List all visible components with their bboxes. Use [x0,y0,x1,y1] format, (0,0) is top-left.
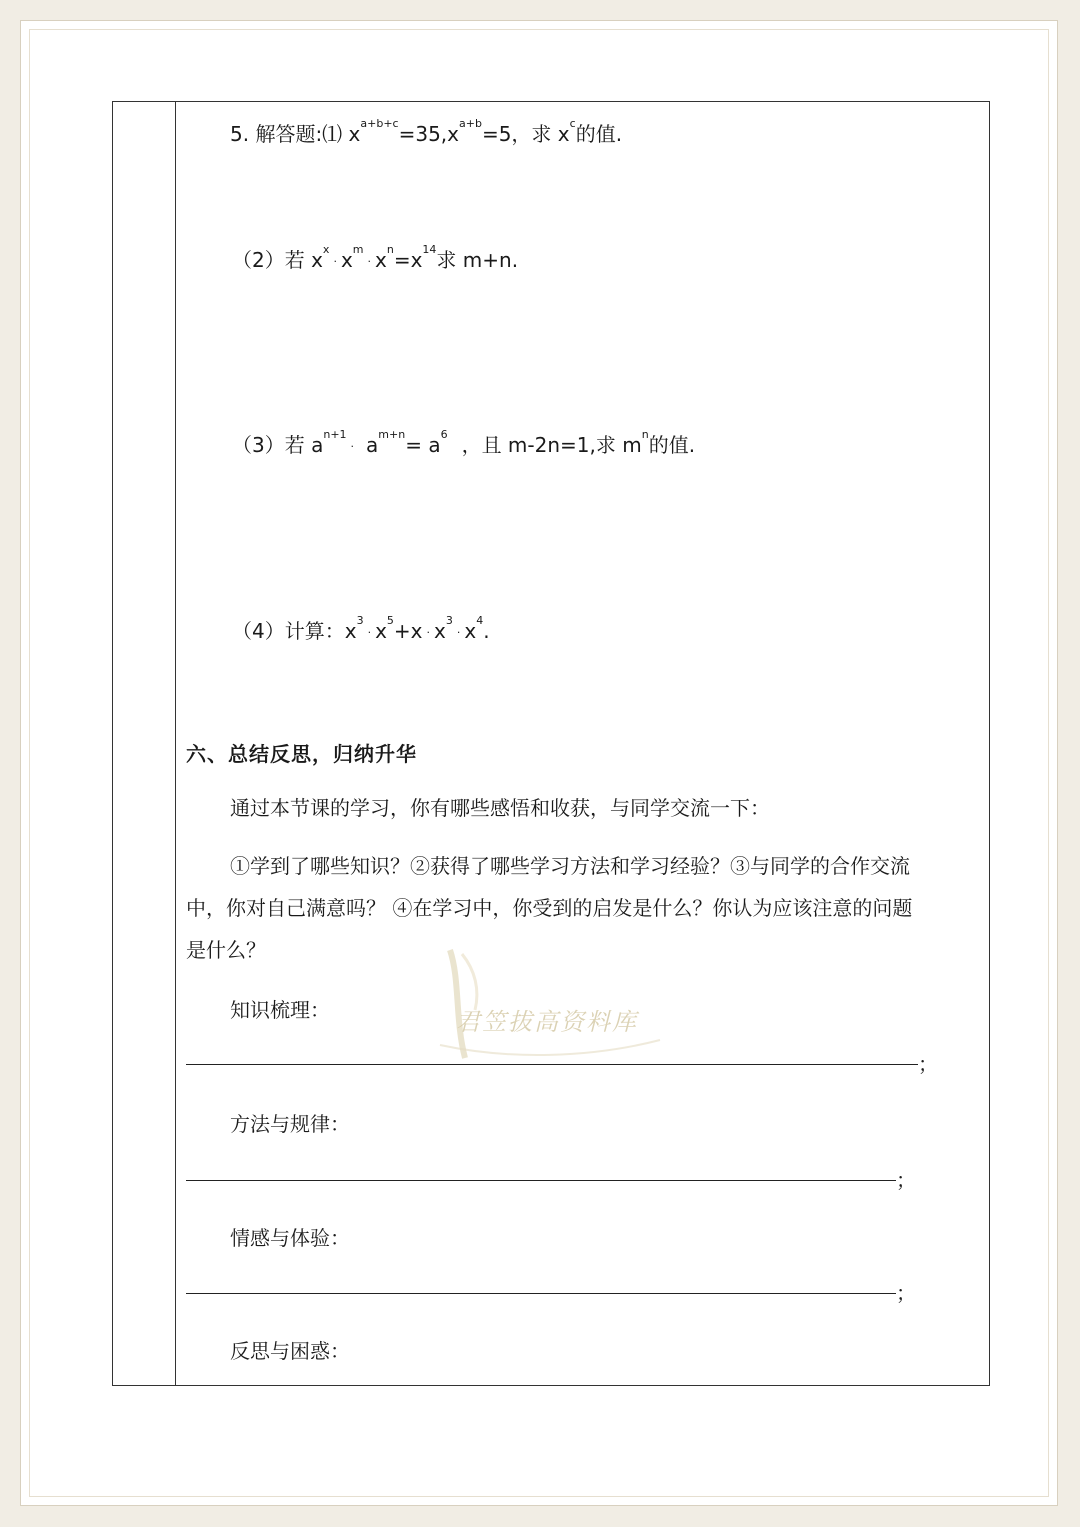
multiply-dot: · [367,255,371,268]
section-6-heading: 六、总结反思，归纳升华 [186,742,417,766]
q2-exponent: 14 [422,243,437,256]
q4-text: . [483,619,490,643]
prompt-reflection-label: 反思与困惑： [230,1339,350,1363]
q3-exponent: 6 [440,428,448,441]
q2-text: 求 m+n. [436,248,519,272]
q4-text: （4）计算：x [232,619,357,643]
q2-text: x [340,248,353,272]
q1-exponent: a+b+c [360,117,399,130]
emotion-answer-line[interactable] [186,1293,896,1294]
problem-5-part-3 [232,428,696,462]
emotion-line-end: ； [896,1281,916,1305]
multiply-dot: · [333,255,337,268]
reflection-questions-line-2: 中，你对自己满意吗？ ④在学习中，你受到的启发是什么？你认为应该注意的问题 [186,896,913,920]
q3-text: a [366,433,379,457]
problem-5-part-2 [232,243,519,277]
watermark-text: 君笠拔高资料库 [456,1008,638,1036]
q1-text: 的值. [575,122,623,146]
q1-exponent: a+b [459,117,482,130]
knowledge-line-end: ； [918,1052,938,1076]
q3-exponent: n [641,428,649,441]
q3-text: 的值. [648,433,696,457]
prompt-emotion-label: 情感与体验： [230,1226,350,1250]
q1-text: =5，求 x [481,122,570,146]
q1-text: 5. 解答题:⑴ x [230,122,361,146]
q1-exponent: c [569,117,576,130]
method-answer-line[interactable] [186,1180,896,1181]
reflection-questions-line-1: ①学到了哪些知识？②获得了哪些学习方法和学习经验？③与同学的合作交流 [230,854,910,878]
q4-text: x [375,619,387,643]
prompt-method-label: 方法与规律： [230,1112,350,1136]
multiply-dot: · [426,626,430,639]
q3-text: = a [405,433,441,457]
q2-text: （2）若 x [232,248,323,272]
q4-exponent: 5 [386,614,394,627]
q4-exponent: 4 [476,614,484,627]
problem-5-part-1 [230,117,623,147]
q3-text: ，且 m-2n=1,求 m [461,433,642,457]
knowledge-answer-line[interactable] [186,1064,918,1065]
q2-text: x [375,248,387,272]
multiply-dot: · [456,626,461,639]
q4-text: x [434,619,446,643]
q2-text: =x [393,248,423,272]
q2-exponent: n [386,243,394,256]
table-column-divider [175,102,176,1385]
q4-text: x [464,619,477,643]
multiply-dot: · [367,626,372,639]
q2-exponent: x [322,243,330,256]
prompt-knowledge-label: 知识梳理： [230,998,330,1022]
problem-5-part-4 [232,614,490,648]
q3-exponent: n+1 [323,428,347,441]
q2-exponent: m [352,243,364,256]
multiply-dot: · [350,440,355,453]
q4-text: +x [393,619,423,643]
q4-exponent: 3 [445,614,453,627]
section-6-intro: 通过本节课的学习，你有哪些感悟和收获，与同学交流一下： [230,796,770,820]
method-line-end: ； [896,1168,916,1192]
reflection-questions-line-3: 是什么？ [186,938,266,962]
q1-text: =35,x [398,122,459,146]
q3-text: （3）若 a [232,433,324,457]
q4-exponent: 3 [356,614,364,627]
q3-exponent: m+n [378,428,406,441]
